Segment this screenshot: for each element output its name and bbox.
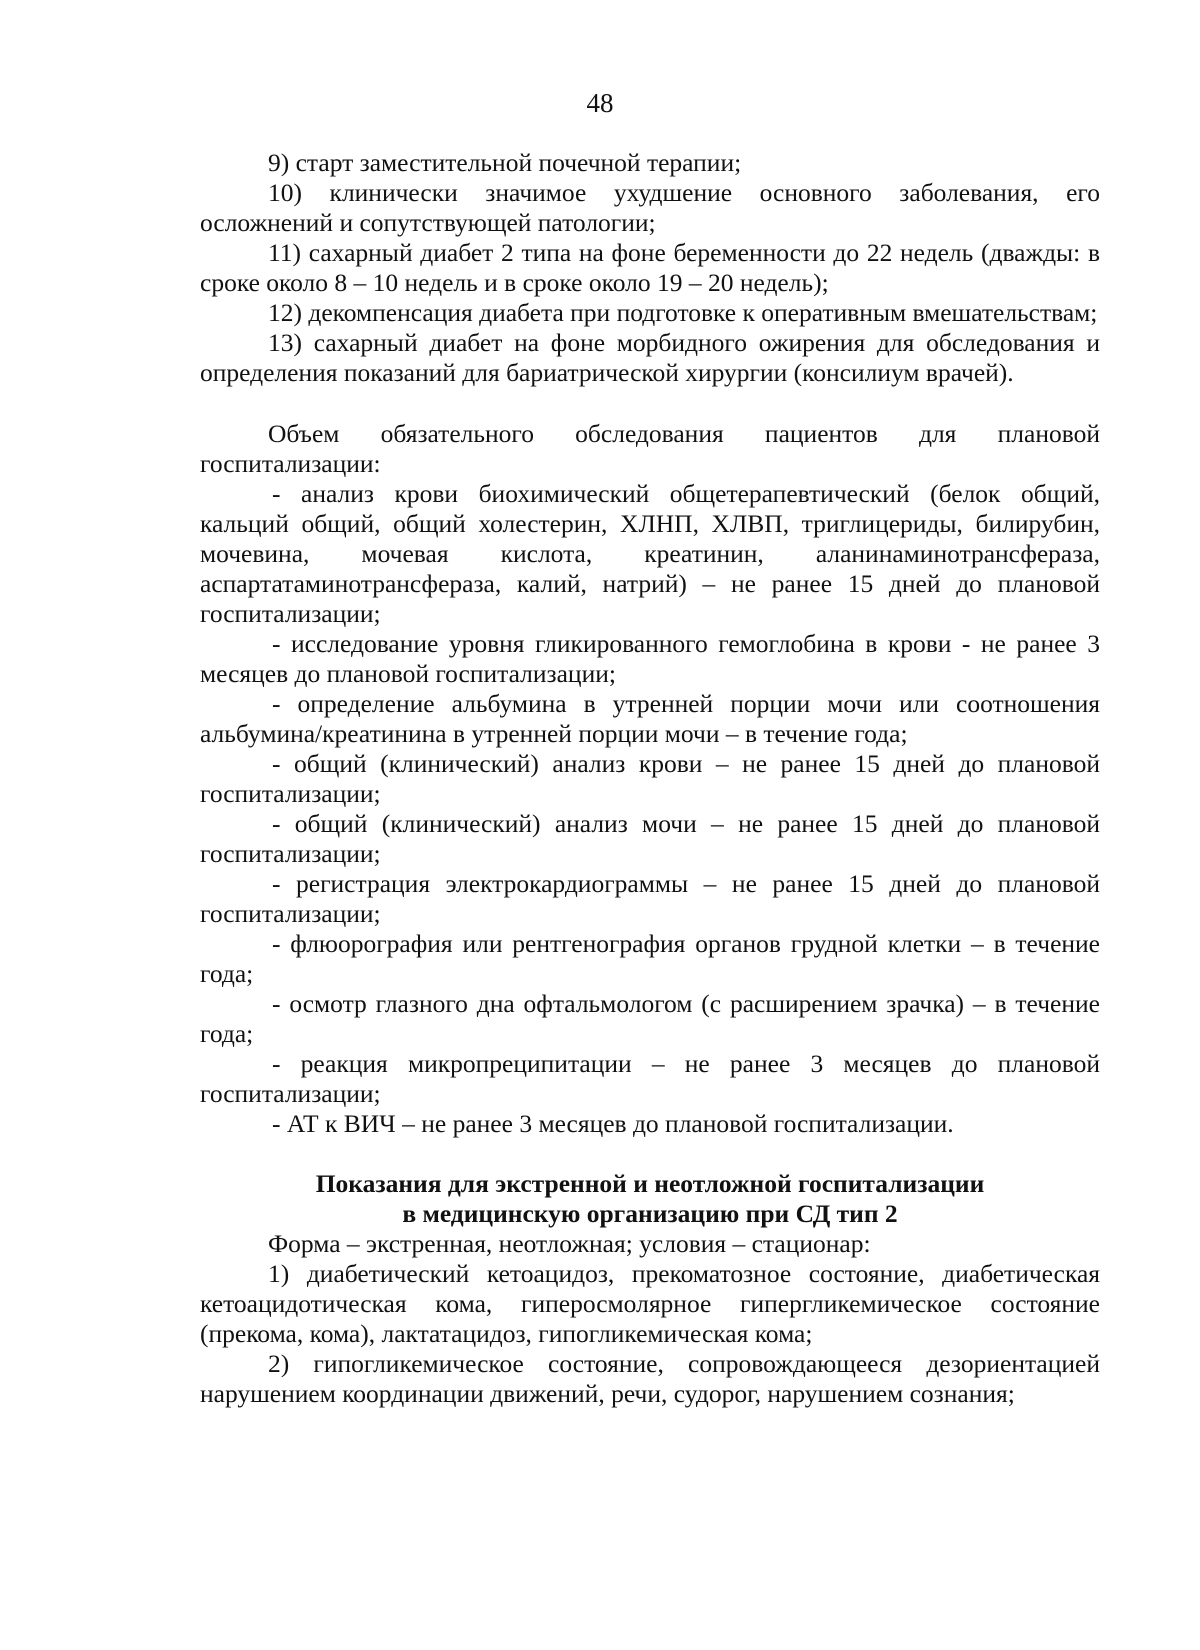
paragraph-spacer xyxy=(200,388,1100,419)
list-item: 13) сахарный диабет на фоне морбидного ожирения для обследования и определения показаний для бариатрической хирургии (консилиум врачей). xyxy=(200,328,1100,387)
exam-intro: Объем обязательного обследования пациентов для плановой госпитализации: xyxy=(200,419,1100,478)
exam-item: - исследование уровня гликированного гемоглобина в крови - не ранее 3 месяцев до плановой госпитализации; xyxy=(200,629,1100,688)
exam-item: - реакция микропреципитации – не ранее 3 месяцев до плановой госпитализации; xyxy=(200,1049,1100,1108)
list-item: 9) старт заместительной почечной терапии; xyxy=(268,148,742,177)
exam-item: - флюорография или рентгенография органов грудной клетки – в течение года; xyxy=(200,929,1100,988)
list-item: 1) диабетический кетоацидоз, прекоматозное состояние, диабетическая кетоацидотическая кома, гиперосмолярное гипергликемическое состояние (прекома, кома), лактатацидоз, гипогликемическая кома; xyxy=(200,1259,1100,1348)
exam-item: - общий (клинический) анализ мочи – не ранее 15 дней до плановой госпитализации; xyxy=(200,809,1100,868)
list-item: 10) клинически значимое ухудшение основного заболевания, его осложнений и сопутствующей патологии; xyxy=(200,178,1100,237)
list-item: 12) декомпенсация диабета при подготовке к оперативным вмешательствам; xyxy=(268,298,1098,327)
exam-item: - определение альбумина в утренней порции мочи или соотношения альбумина/креатинина в утренней порции мочи – в течение года; xyxy=(200,689,1100,748)
section-heading-line-2: в медицинскую организацию при СД тип 2 xyxy=(402,1199,898,1228)
list-item: 11) сахарный диабет 2 типа на фоне беременности до 22 недель (дважды: в сроке около 8 – 10 недель и в сроке около 19 – 20 недель); xyxy=(200,238,1100,297)
list-item: 2) гипогликемическое состояние, сопровождающееся дезориентацией нарушением координации движений, речи, судорог, нарушением сознания; xyxy=(200,1349,1100,1408)
form-line: Форма – экстренная, неотложная; условия – стационар: xyxy=(268,1229,871,1258)
section-heading-line-1: Показания для экстренной и неотложной госпитализации xyxy=(315,1169,985,1198)
exam-item: - общий (клинический) анализ крови – не ранее 15 дней до плановой госпитализации; xyxy=(200,749,1100,808)
paragraph-spacer xyxy=(200,1139,1100,1169)
exam-item: - осмотр глазного дна офтальмологом (с расширением зрачка) – в течение года; xyxy=(200,989,1100,1048)
exam-item: - регистрация электрокардиограммы – не ранее 15 дней до плановой госпитализации; xyxy=(200,869,1100,928)
exam-item: - анализ крови биохимический общетерапевтический (белок общий, кальций общий, общий холестерин, ХЛНП, ХЛВП, триглицериды, билирубин, мочевина, мочевая кислота, креатинин, аланинаминотрансфераза, аспартатаминотрансфераза, калий, натрий) – не ранее 15 дней до плановой госпитализации; xyxy=(200,479,1100,628)
exam-item: - АТ к ВИЧ – не ранее 3 месяцев до плановой госпитализации. xyxy=(272,1109,954,1138)
document-body xyxy=(200,148,1100,1409)
page-number: 48 xyxy=(586,88,614,118)
